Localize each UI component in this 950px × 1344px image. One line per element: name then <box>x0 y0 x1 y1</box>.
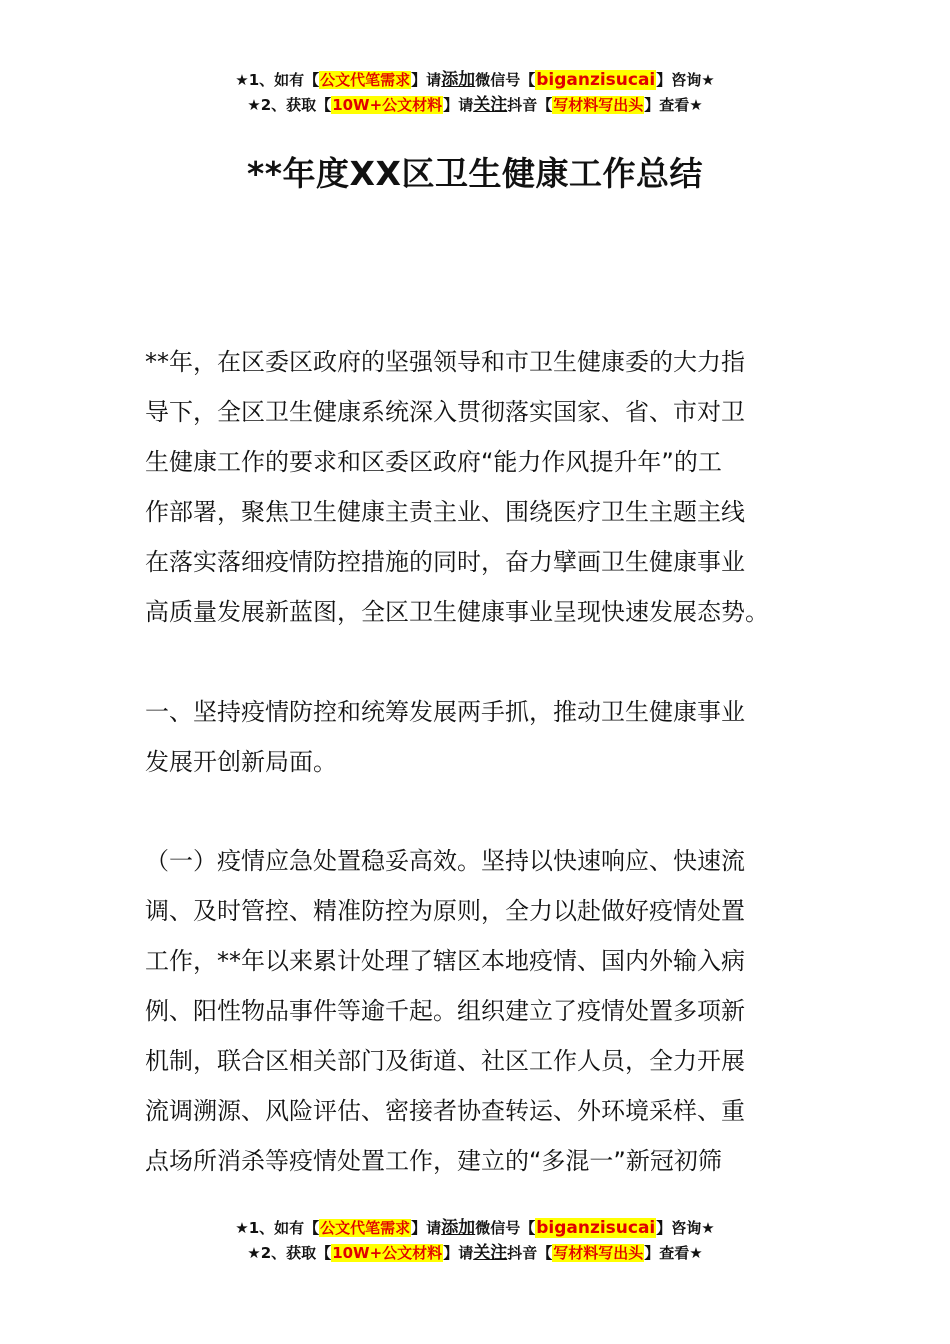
text-line: 例、阳性物品事件等逾千起。组织建立了疫情处置多项新 <box>145 997 745 1025</box>
text-line: 生健康工作的要求和区委区政府“能力作风提升年”的工 <box>145 448 722 476</box>
banner-text: 】查看★ <box>644 96 703 114</box>
banner-underlined: 关注 <box>473 95 508 115</box>
banner-text: 】查看★ <box>644 1244 703 1262</box>
banner-text: 抖音【 <box>507 1244 553 1262</box>
banner-highlight: 写材料写出头 <box>553 1244 644 1262</box>
text-line: （一）疫情应急处置稳妥高效。坚持以快速响应、快速流 <box>145 847 745 875</box>
text-line: **年，在区委区政府的坚强领导和市卫生健康委的大力指 <box>145 348 745 376</box>
header-banner <box>0 68 950 118</box>
banner-highlight: 10W+公文材料 <box>332 96 443 114</box>
banner-text: 】咨询★ <box>656 1219 715 1237</box>
banner-text: 微信号【 <box>475 1219 536 1237</box>
banner-highlight: 写材料写出头 <box>553 96 644 114</box>
banner-highlight: 公文代笔需求 <box>320 1219 411 1237</box>
footer-banner <box>0 1216 950 1266</box>
text-line: 点场所消杀等疫情处置工作，建立的“多混一”新冠初筛 <box>145 1147 722 1175</box>
banner-highlight: 10W+公文材料 <box>332 1244 443 1262</box>
text-line: 导下，全区卫生健康系统深入贯彻落实国家、省、市对卫 <box>145 398 745 426</box>
banner-text: 抖音【 <box>507 96 553 114</box>
text-line: 一、坚持疫情防控和统筹发展两手抓，推动卫生健康事业 <box>145 698 745 726</box>
banner-text: 】请 <box>411 71 442 89</box>
banner-line-2 <box>0 93 950 118</box>
section-heading-1 <box>145 687 810 787</box>
paragraph-intro <box>145 337 810 637</box>
banner-text: 】请 <box>443 1244 474 1262</box>
text-line: 作部署，聚焦卫生健康主责主业、围绕医疗卫生主题主线 <box>145 498 745 526</box>
banner-text: ★2、获取【 <box>247 96 332 114</box>
banner-underlined: 关注 <box>473 1243 508 1263</box>
text-line: 工作，**年以来累计处理了辖区本地疫情、国内外输入病 <box>145 947 745 975</box>
paragraph-epidemic-response <box>145 836 810 1186</box>
banner-underlined: 添加 <box>441 70 476 90</box>
text-line: 机制，联合区相关部门及街道、社区工作人员，全力开展 <box>145 1047 745 1075</box>
text-line: 在落实落细疫情防控措施的同时，奋力擘画卫生健康事业 <box>145 548 745 576</box>
text-line: 发展开创新局面。 <box>145 748 337 776</box>
banner-text: 】咨询★ <box>656 71 715 89</box>
banner-text: 微信号【 <box>475 71 536 89</box>
banner-text: 】请 <box>411 1219 442 1237</box>
banner-text: 】请 <box>443 96 474 114</box>
banner-wechat-id: biganzisucai <box>536 70 656 90</box>
text-line: 流调溯源、风险评估、密接者协查转运、外环境采样、重 <box>145 1097 745 1125</box>
banner-line-2 <box>0 1241 950 1266</box>
banner-line-1 <box>0 1216 950 1241</box>
text-line: 调、及时管控、精准防控为原则，全力以赴做好疫情处置 <box>145 897 745 925</box>
text-line: 高质量发展新蓝图，全区卫生健康事业呈现快速发展态势。 <box>145 598 769 626</box>
banner-line-1 <box>0 68 950 93</box>
banner-text: ★2、获取【 <box>247 1244 332 1262</box>
banner-wechat-id: biganzisucai <box>536 1218 656 1238</box>
banner-highlight: 公文代笔需求 <box>320 71 411 89</box>
document-title: **年度XX区卫生健康工作总结 <box>247 154 703 193</box>
banner-text: ★1、如有【 <box>235 71 320 89</box>
banner-text: ★1、如有【 <box>235 1219 320 1237</box>
banner-underlined: 添加 <box>441 1218 476 1238</box>
